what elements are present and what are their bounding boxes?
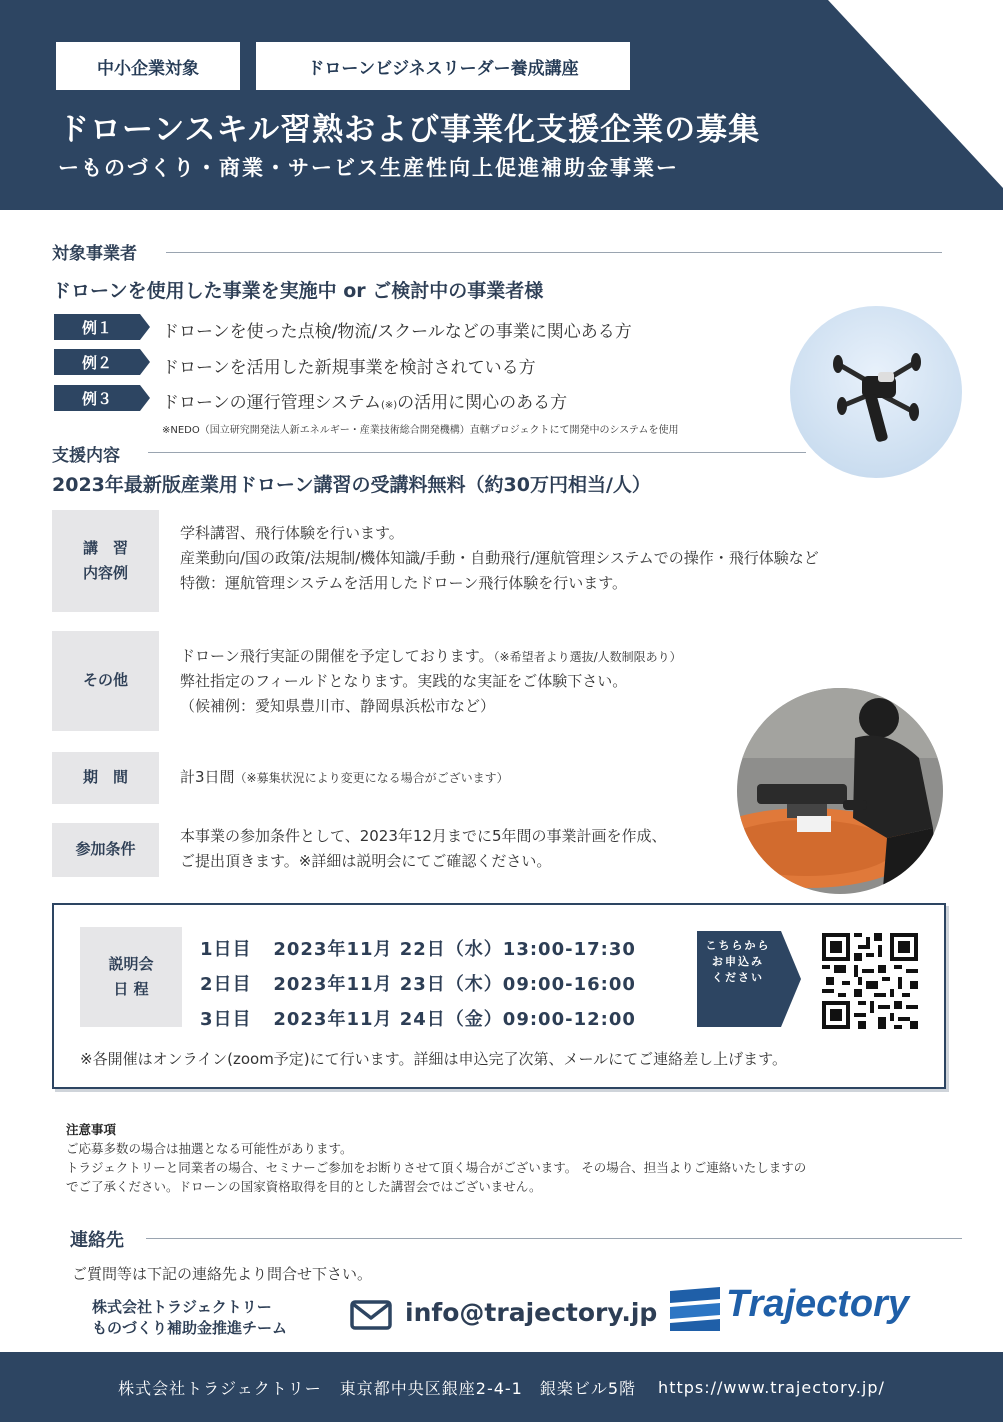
target-heading: 対象事業者 bbox=[52, 244, 137, 264]
session-note: ※各開催はオンライン(zoom予定)にて行います。詳細は申込完了次第、メールにてご連絡差し上げます。 bbox=[80, 1050, 787, 1068]
contact-org: 株式会社トラジェクトリー ものづくり補助金推進チーム bbox=[92, 1298, 288, 1337]
example-badge: 例３ bbox=[54, 385, 140, 411]
other-label: その他 bbox=[52, 631, 159, 731]
divider bbox=[146, 1238, 962, 1239]
page-subtitle: ーものづくり・商業・サービス生産性向上促進補助金事業ー bbox=[58, 156, 679, 180]
qr-code-icon[interactable] bbox=[822, 933, 918, 1029]
divider bbox=[148, 452, 806, 453]
session-day-row: 3日目 2023年11月 24日（金）09:00-12:00 bbox=[200, 1009, 636, 1030]
footer bbox=[0, 1352, 1003, 1422]
divider bbox=[166, 252, 942, 253]
contact-heading: 連絡先 bbox=[70, 1230, 124, 1251]
example-badge: 例１ bbox=[54, 314, 140, 340]
condition-label: 参加条件 bbox=[52, 823, 159, 877]
example-badge: 例２ bbox=[54, 349, 140, 375]
contact-intro: ご質問等は下記の連絡先より問合せ下さい。 bbox=[72, 1265, 373, 1283]
period-content: 計3日間（※募集状況により変更になる場合がございます） bbox=[180, 768, 509, 786]
course-tag: ドローンビジネスリーダー養成講座 bbox=[256, 42, 630, 90]
footer-address: 東京都中央区銀座2-4-1 銀楽ビル5階 bbox=[339, 1378, 637, 1398]
trajectory-logo-icon bbox=[670, 1287, 720, 1331]
target-tag: 中小企業対象 bbox=[56, 42, 240, 90]
support-heading: 支援内容 bbox=[52, 446, 120, 466]
footer-company: 株式会社トラジェクトリー bbox=[118, 1378, 322, 1398]
session-label: 説明会 日 程 bbox=[80, 927, 182, 1027]
footer-url[interactable]: https://www.trajectory.jp/ bbox=[658, 1377, 885, 1397]
example-text: ドローンを活用した新規事業を検討されている方 bbox=[162, 358, 536, 378]
page-title: ドローンスキル習熟および事業化支援企業の募集 bbox=[58, 112, 761, 148]
support-lead: 2023年最新版産業用ドローン講習の受講料無料（約30万円相当/人） bbox=[52, 474, 651, 496]
apply-label[interactable]: こちらから お申込み ください bbox=[705, 939, 771, 984]
lecture-label: 講 習 内容例 bbox=[52, 510, 159, 612]
example-text: ドローンの運行管理システム(※)の活用に関心のある方 bbox=[162, 393, 568, 413]
caution-heading: 注意事項 bbox=[66, 1122, 117, 1137]
person-photo bbox=[737, 688, 943, 894]
example-text: ドローンを使った点検/物流/スクールなどの事業に関心ある方 bbox=[162, 322, 632, 342]
lecture-content: 学科講習、飛行体験を行います。 産業動向/国の政策/法規制/機体知識/手動・自動飛行/運航管理システムでの操作・飛行体験など 特徴：運航管理システムを活用したドローン飛行体験を行います。 bbox=[180, 524, 819, 592]
trajectory-logo: Trajectory bbox=[726, 1283, 910, 1325]
caution-text: ご応募多数の場合は抽選となる可能性があります。 トラジェクトリーと同業者の場合、セミナーご参加をお断りさせて頂く場合がございます。 その場合、担当よりご連絡いたしますの でご了承ください。ドローンの国家資格取得を目的とした講習会ではございません。 bbox=[66, 1141, 807, 1194]
drone-photo bbox=[790, 306, 962, 478]
target-lead: ドローンを使用した事業を実施中 or ご検討中の事業者様 bbox=[52, 280, 544, 302]
session-day-row: 2日目 2023年11月 23日（木）09:00-16:00 bbox=[200, 974, 636, 995]
session-day-row: 1日目 2023年11月 22日（水）13:00-17:30 bbox=[200, 939, 636, 960]
footnote: ※NEDO（国立研究開発法人新エネルギー・産業技術総合開発機構）直轄プロジェクトにて開発中のシステムを使用 bbox=[162, 425, 679, 436]
other-content: ドローン飛行実証の開催を予定しております。（※希望者より選抜/人数制限あり） 弊社指定のフィールドとなります。実践的な実証をご体験下さい。 （候補例：愛知県豊川市、静岡県浜松市など） bbox=[180, 647, 682, 715]
period-label: 期 間 bbox=[52, 752, 159, 804]
condition-content: 本事業の参加条件として、2023年12月までに5年間の事業計画を作成、 ご提出頂きます。※詳細は説明会にてご確認ください。 bbox=[180, 827, 667, 870]
contact-email[interactable]: info@trajectory.jp bbox=[405, 1298, 658, 1327]
mail-icon bbox=[350, 1300, 392, 1330]
